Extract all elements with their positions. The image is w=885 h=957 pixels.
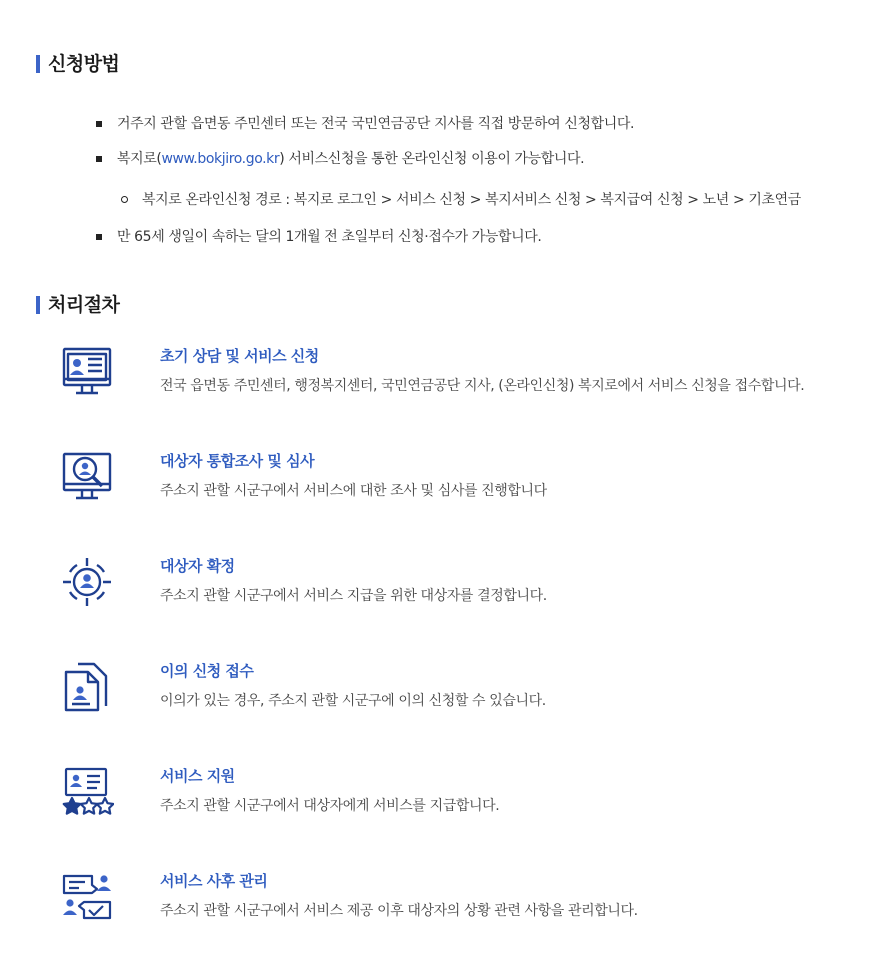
list-item [117, 115, 634, 133]
target-user-icon [60, 555, 114, 609]
document-user-icon [60, 660, 114, 714]
step-title: 대상자 확정 [160, 557, 235, 575]
monitor-search-user-icon [60, 450, 114, 504]
circle-bullet-icon [121, 196, 128, 203]
process-step [60, 450, 850, 520]
step-description: 주소지 관할 시군구에서 서비스 제공 이후 대상자의 상황 관련 사항을 관리합니다. [160, 903, 638, 919]
square-bullet-icon [96, 234, 102, 240]
section-title-apply: 신청방법 [36, 53, 119, 75]
step-title: 이의 신청 접수 [160, 662, 254, 680]
step-description: 이의가 있는 경우, 주소지 관할 시군구에 이의 신청할 수 있습니다. [160, 693, 546, 709]
step-title: 대상자 통합조사 및 심사 [160, 452, 315, 470]
user-exchange-check-icon [60, 870, 114, 924]
section-title-process: 처리절차 [36, 294, 119, 316]
step-title: 서비스 사후 관리 [160, 872, 268, 890]
list-item [117, 150, 584, 168]
step-title: 초기 상담 및 서비스 신청 [160, 347, 319, 365]
square-bullet-icon [96, 121, 102, 127]
list-item-text: 거주지 관할 읍면동 주민센터 또는 전국 국민연금공단 지사를 직접 방문하여 신청합니다. [117, 116, 635, 132]
step-title: 서비스 지원 [160, 767, 235, 785]
list-item [117, 228, 541, 246]
profile-rating-stars-icon [60, 765, 114, 819]
step-description: 주소지 관할 시군구에서 서비스에 대한 조사 및 심사를 진행합니다 [160, 483, 547, 499]
sub-list-item [142, 191, 801, 209]
square-bullet-icon [96, 156, 102, 162]
bokjiro-link[interactable]: www.bokjiro.go.kr [161, 151, 280, 167]
sub-list-item-text: 복지로 온라인신청 경로 : 복지로 로그인 > 서비스 신청 > 복지서비스 신청 > 복지급여 신청 > 노년 > 기초연금 [142, 192, 801, 208]
monitor-profile-icon [60, 345, 114, 399]
step-description: 주소지 관할 시군구에서 서비스 지급을 위한 대상자를 결정합니다. [160, 588, 547, 604]
list-item-text-after: ) 서비스신청을 통한 온라인신청 이용이 가능합니다. [279, 151, 585, 167]
process-step [60, 555, 850, 625]
process-step [60, 345, 850, 415]
step-description: 주소지 관할 시군구에서 대상자에게 서비스를 지급합니다. [160, 798, 500, 814]
list-item-text: 만 65세 생일이 속하는 달의 1개월 전 초일부터 신청·접수가 가능합니다. [117, 229, 542, 245]
process-step [60, 765, 850, 835]
step-description: 전국 읍면동 주민센터, 행정복지센터, 국민연금공단 지사, (온라인신청) 복지로에서 서비스 신청을 접수합니다. [160, 378, 805, 394]
list-item-text-before: 복지로( [117, 151, 162, 167]
process-step [60, 660, 850, 730]
process-step [60, 870, 850, 940]
